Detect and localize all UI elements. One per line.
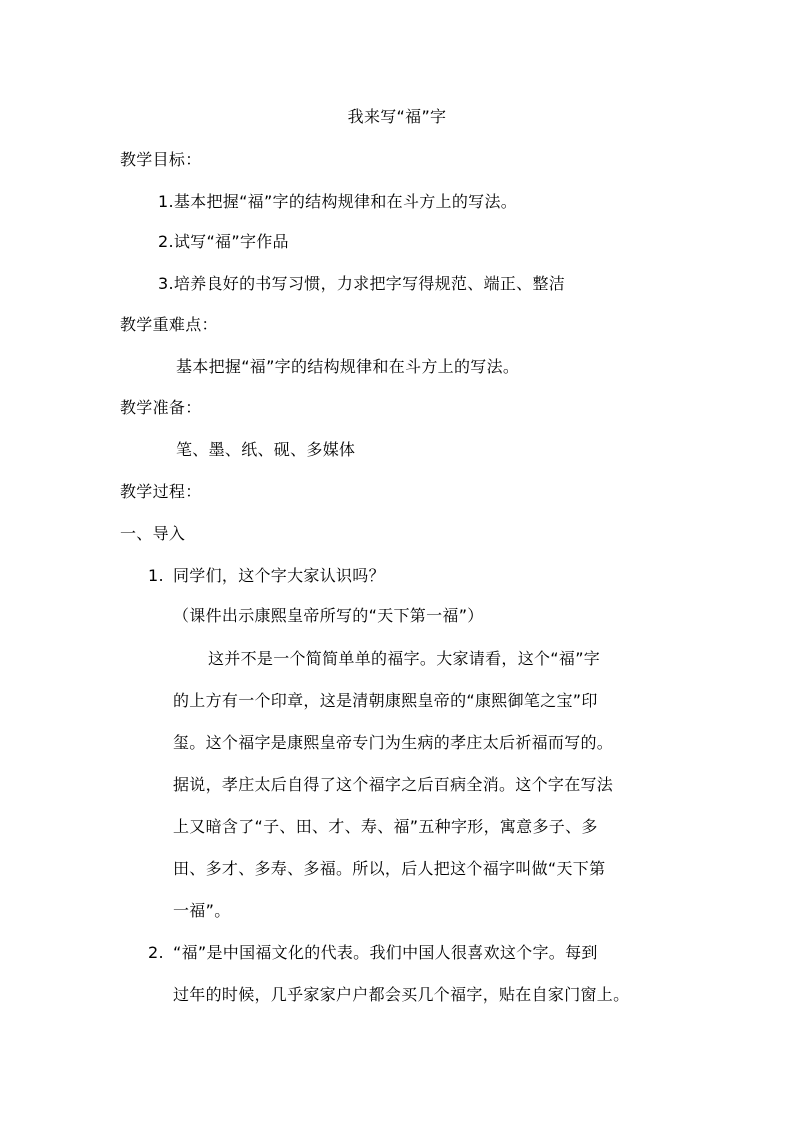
paragraph-line: 的上方有一个印章，这是清朝康熙皇帝的“康熙御笔之宝”印 xyxy=(173,691,598,710)
list-number: 1. xyxy=(148,566,164,585)
document-title: 我来写“福”字 xyxy=(347,107,447,126)
paragraph-line: “福”是中国福文化的代表。我们中国人很喜欢这个字。每到 xyxy=(173,943,598,962)
objective-item: 3.培养良好的书写习惯，力求把字写得规范、端正、整洁 xyxy=(158,274,566,293)
courseware-note: （课件出示康熙皇帝所写的“天下第一福”） xyxy=(173,606,484,625)
paragraph-line: 据说，孝庄太后自得了这个福字之后百病全消。这个字在写法 xyxy=(173,775,614,794)
key-points-text: 基本把握“福”字的结构规律和在斗方上的写法。 xyxy=(176,357,520,376)
preparation-heading: 教学准备： xyxy=(120,398,202,417)
key-points-heading: 教学重难点： xyxy=(120,315,218,334)
paragraph-line: 这并不是一个简简单单的福字。大家请看，这个“福”字 xyxy=(208,649,601,668)
paragraph-line: 一福”。 xyxy=(173,901,231,920)
paragraph-line: 过年的时候，几乎家家户户都会买几个福字，贴在自家门窗上。 xyxy=(173,985,630,1004)
paragraph-line: 田、多才、多寿、多福。所以，后人把这个福字叫做“天下第 xyxy=(173,859,606,878)
paragraph-line: 玺。这个福字是康熙皇帝专门为生病的孝庄太后祈福而写的。 xyxy=(173,733,614,752)
paragraph-line: 上又暗含了“子、田、才、寿、福”五种字形，寓意多子、多 xyxy=(173,817,598,836)
list-number: 2. xyxy=(148,943,164,962)
section-heading: 一、导入 xyxy=(120,524,186,543)
objective-item: 1.基本把握“福”字的结构规律和在斗方上的写法。 xyxy=(158,192,518,211)
objectives-heading: 教学目标： xyxy=(120,150,202,169)
list-item-text: 同学们，这个字大家认识吗？ xyxy=(173,566,385,585)
objective-item: 2.试写“福”字作品 xyxy=(158,232,289,251)
preparation-text: 笔、墨、纸、砚、多媒体 xyxy=(176,440,356,459)
process-heading: 教学过程： xyxy=(120,482,202,501)
